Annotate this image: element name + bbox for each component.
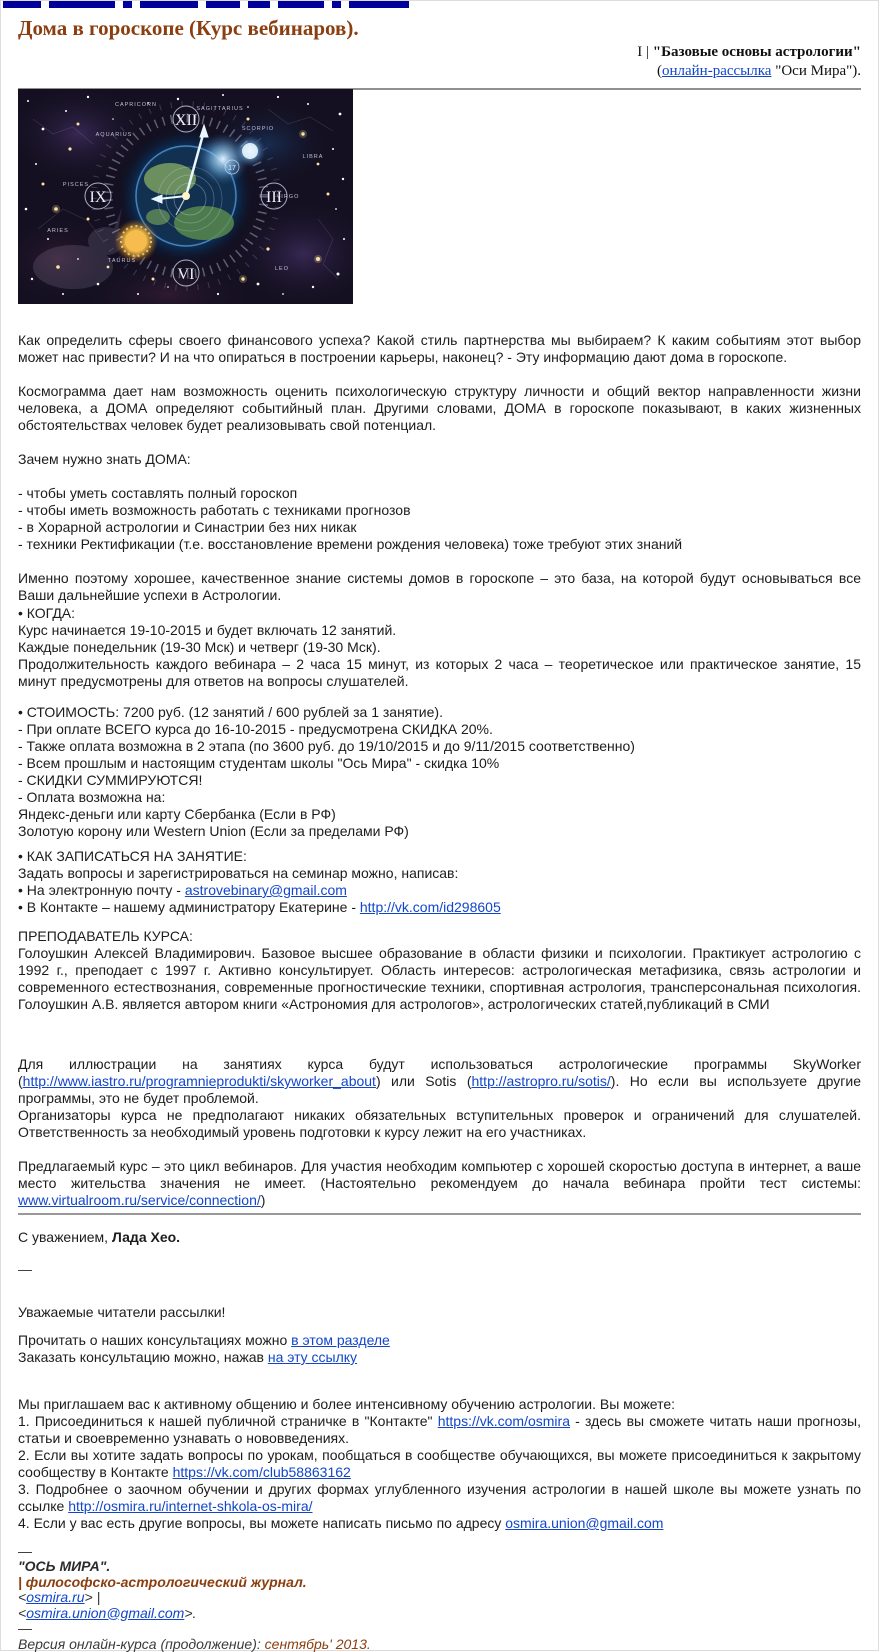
price-line: Яндекс-деньги или карту Сбербанка (Если в РФ) — [18, 806, 861, 823]
consultations-line: Прочитать о наших консультациях можно в этом разделе — [18, 1332, 861, 1349]
connection-test-link[interactable]: www.virtualroom.ru/service/connection/ — [18, 1192, 261, 1208]
readers-section — [18, 1304, 861, 1560]
paragraph-intro-2: Космограмма дает нам возможность оценить психологическую структуру личности и общий вектор направленности жизни человека, а ДОМА определяют событийный план. Другими словами, ДОМА в гороскопе показывают, в каких жизненных обстоятельствах человек будет реализовывать свой потенциал. — [18, 383, 861, 434]
zodiac-label: Sagittarius — [196, 106, 243, 112]
readers-item-4: 4. Если у вас есть другие вопросы, вы можете написать письмо по адресу osmira.union@gmail.com — [18, 1515, 861, 1532]
organizers-paragraph: Организаторы курса не предполагают никаких обязательных вступительных проверок и ограничений для слушателей. Ответственность за необходимый уровень подготовки к курсу лежит на его участниках. — [18, 1107, 861, 1141]
when-line: Каждые понедельник (19-30 Мск) и четверг (19-30 Мск). — [18, 639, 861, 656]
price-line: - Также оплата возможна в 2 этапа (по 3600 руб. до 19/10/2015 и до 9/11/2015 соответственно) — [18, 738, 861, 755]
readers-item-1: 1. Присоединиться к нашей публичной страничке в "Контакте" https://vk.com/osmira - здесь вы сможете читать наши прогнозы, статьи и своевременно узнавать о нововведениях. — [18, 1413, 861, 1447]
zodiac-label: Virgo — [277, 194, 300, 200]
teacher-heading: ПРЕПОДАВАТЕЛЬ КУРСА: — [18, 928, 861, 945]
clock-numeral: VI — [178, 266, 195, 283]
price-line: Золотую корону или Western Union (Если за пределами РФ) — [18, 823, 861, 840]
series-number: I | — [637, 44, 653, 60]
when-line: Продолжительность каждого вебинара – 2 часа 15 минут, из которых 2 часа – теоретическое или практическое занятие, 15 минут предусмотрены для ответов на вопросы слушателей. — [18, 656, 861, 690]
signup-heading: • КАК ЗАПИСАТЬСЯ НА ЗАНЯТИЕ: — [18, 848, 861, 865]
signup-vk-line: • В Контакте – нашему администратору Екатерине - http://vk.com/id298605 — [18, 899, 861, 916]
vk-admin-link[interactable]: http://vk.com/id298605 — [360, 899, 501, 915]
paragraph-intro-3: Именно поэтому хорошее, качественное знание системы домов в гороскопе – это база, на которой будут основываться все Ваши дальнейшие успехи в Астрологии. — [18, 570, 861, 604]
readers-item-2: 2. Если вы хотите задать вопросы по урокам, пообщаться в сообществе обучающихся, вы можете присоединиться к закрытому сообществу в Контакте https://vk.com/club58863162 — [18, 1447, 861, 1481]
newsletter-line: (онлайн-рассылка "Оси Мира"). — [18, 62, 861, 81]
why-item: - чтобы уметь составлять полный гороскоп — [18, 485, 861, 502]
zodiac-label: Aries — [47, 228, 69, 234]
why-item: - чтобы иметь возможность работать с техниками прогнозов — [18, 502, 861, 519]
signup-line: Задать вопросы и зарегистрироваться на семинар можно, написав: — [18, 865, 861, 882]
price-heading: • СТОИМОСТЬ: 7200 руб. (12 занятий / 600 рублей за 1 занятие). — [18, 704, 861, 721]
order-consultation-link[interactable]: на эту ссылку — [268, 1349, 357, 1365]
sotis-link[interactable]: http://astropro.ru/sotis/ — [472, 1073, 611, 1089]
when-heading: • КОГДА: — [18, 605, 861, 622]
site-line: <osmira.ru> | — [18, 1590, 861, 1606]
price-line: - Оплата возможна на: — [18, 789, 861, 806]
price-line: - Всем прошлым и настоящим студентам школы "Ось Мира" - скидка 10% — [18, 755, 861, 772]
readers-salutation: Уважаемые читатели рассылки! — [18, 1304, 861, 1321]
brand-name: "ОСЬ МИРА". — [18, 1559, 861, 1575]
signup-section — [18, 848, 861, 916]
version-line: Версия онлайн-курса (продолжение): сентябрь' 2013. — [18, 1637, 861, 1652]
svg-text:17: 17 — [228, 165, 236, 172]
journal-tagline: | философско-астрологический журнал. — [18, 1575, 861, 1591]
zodiac-label: Taurus — [108, 258, 136, 264]
separator-dash: — — [18, 1621, 861, 1637]
when-section — [18, 605, 861, 690]
price-section — [18, 704, 861, 840]
signature-divider — [18, 1213, 861, 1215]
school-site-link[interactable]: http://osmira.ru/internet-shkola-os-mira/ — [68, 1498, 312, 1514]
price-line: - СКИДКИ СУММИРУЮТСЯ! — [18, 772, 861, 789]
why-item: - в Хорарной астрологии и Синастрии без них никак — [18, 519, 861, 536]
footer — [18, 1559, 861, 1652]
vk-public-page-link[interactable]: https://vk.com/osmira — [438, 1413, 570, 1429]
signature-line: С уважением, Лада Хео. — [18, 1229, 861, 1246]
page-title: Дома в гороскопе (Курс вебинаров). — [18, 15, 861, 41]
teacher-section — [18, 928, 861, 1013]
teacher-bio: Голоушкин Алексей Владимирович. Базовое высшее образование в области физики и психологии. Практикует астрологию с 1992 г., преподает с 1997 г. Активно консультирует. Область интересов: астрологическая метафизика, связь астрологии и современного естествознания, современные прогностические техники, спортивная астрология, трансперсональная психология. Голоушкин А.В. является автором книги «Астрономия для астрологов», астрологических статей,публикаций в СМИ — [18, 945, 861, 1013]
email-link[interactable]: astrovebinary@gmail.com — [185, 882, 347, 898]
header — [18, 1, 861, 90]
webinar-requirements-paragraph: Предлагаемый курс – это цикл вебинаров. Для участия необходим компьютер с хорошей скоростью доступа в интернет, а ваше место жительства значения не имеет. (Настоятельно рекомендуем до начала вебинара пройти тест системы: www.virtualroom.ru/service/connection/) — [18, 1158, 861, 1209]
clock-numeral: III — [266, 189, 282, 206]
signature-section — [18, 1229, 861, 1278]
invite-line: Мы приглашаем вас к активному общению и более интенсивному обучению астрологии. Вы можете: — [18, 1396, 861, 1413]
mail-line: <osmira.union@gmail.com>. — [18, 1606, 861, 1622]
scorpio-glow-star — [234, 135, 266, 167]
software-section — [18, 1056, 861, 1209]
order-consultation-line: Заказать консультацию можно, нажав на эту ссылку — [18, 1349, 861, 1366]
zodiac-label: Capricorn — [115, 102, 157, 108]
skyworker-link[interactable]: http://www.iastro.ru/programnieprodukti/skyworker_about — [23, 1073, 376, 1089]
course-series-line — [18, 43, 861, 62]
author-name: Лада Хео. — [112, 1229, 180, 1245]
zodiac-label: Libra — [303, 154, 324, 160]
clock-numeral: XII — [175, 112, 197, 129]
zodiac-label: Scorpio — [242, 126, 274, 132]
clock-numeral: IX — [90, 189, 107, 206]
paragraph-intro-1: Как определить сферы своего финансового успеха? Какой стиль партнерства мы выбираем? К каким событиям этот выбор может нас привести? И на что опираться в построении карьеры, наконец? - Эту информацию дают дома в гороскопе. — [18, 332, 861, 366]
price-line: - При оплате ВСЕГО курса до 16-10-2015 - предусмотрена СКИДКА 20%. — [18, 721, 861, 738]
software-paragraph: Для иллюстрации на занятиях курса будут использоваться астрологические программы SkyWorker (http://www.iastro.ru/programnieprodukti/skyworker_about) или Sotis (http://astropro.ru/sotis/). Но если вы используете другие программы, это не будет проблемой. — [18, 1056, 861, 1107]
when-line: Курс начинается 19-10-2015 и будет включать 12 занятий. — [18, 622, 861, 639]
osmira-site-link[interactable]: osmira.ru — [26, 1589, 84, 1605]
why-item: - техники Ректификации (т.е. восстановление времени рождения человека) тоже требуют этих знаний — [18, 536, 861, 553]
why-heading: Зачем нужно знать ДОМА: — [18, 451, 861, 468]
readers-item-3: 3. Подробнее о заочном обучении и других формах углубленного изучения астрологии в нашей школе вы можете узнать по ссылке http://osmira.ru/internet-shkola-os-mira/ — [18, 1481, 861, 1515]
online-newsletter-link[interactable]: онлайн-рассылка — [662, 63, 771, 79]
intro-section — [18, 332, 861, 604]
sun-icon — [114, 219, 158, 263]
osmira-email-link[interactable]: osmira.union@gmail.com — [505, 1515, 663, 1531]
separator-dash: — — [18, 1261, 861, 1278]
vk-club-link[interactable]: https://vk.com/club58863162 — [173, 1464, 351, 1480]
zodiac-label: Aquarius — [96, 132, 133, 138]
osmira-mail-link[interactable]: osmira.union@gmail.com — [26, 1605, 184, 1621]
series-title: "Базовые основы астрологии" — [653, 44, 861, 60]
consultations-link[interactable]: в этом разделе — [291, 1332, 390, 1348]
zodiac-label: Leo — [275, 266, 289, 272]
signup-email-line: • На электронную почту - astrovebinary@gmail.com — [18, 882, 861, 899]
separator-dash: — — [18, 1543, 861, 1560]
header-subtitle — [18, 43, 861, 81]
zodiac-label: Pisces — [63, 182, 89, 188]
astrology-clock-image — [18, 89, 353, 304]
version-date: сентябрь' 2013. — [265, 1636, 371, 1652]
